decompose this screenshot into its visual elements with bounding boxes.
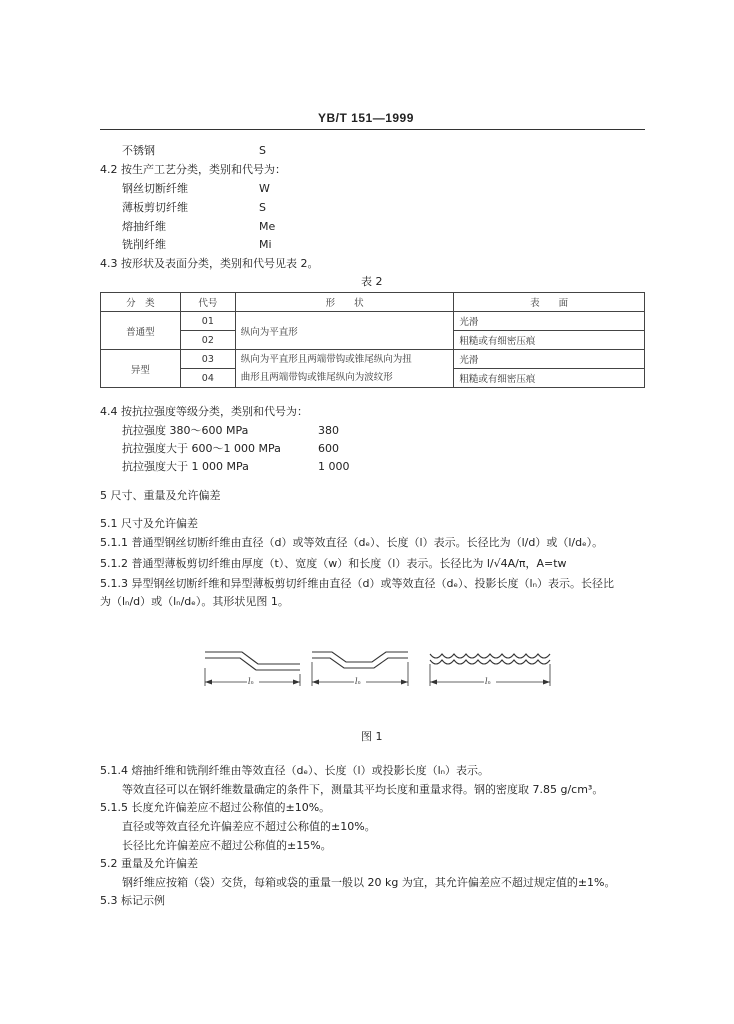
surface-cell: 光滑 xyxy=(454,350,645,369)
code-cell: 03 xyxy=(180,350,235,369)
shape-cell xyxy=(235,350,454,388)
para-5-1-2: 5.1.2 普通型薄板剪切纤维由厚度（t）、宽度（w）和长度（l）表示。长径比为 l/√4A/π，A=tw xyxy=(100,557,567,570)
section-5-title: 5 尺寸、重量及允许偏差 xyxy=(100,489,221,502)
standard-number: YB/T 151—1999 xyxy=(318,111,414,125)
strength-label: 抗拉强度大于 600～1 000 MPa xyxy=(122,442,281,455)
strength-code: 380 xyxy=(318,424,339,437)
header-shape: 形 状 xyxy=(235,293,454,312)
shape-cell: 纵向为平直形 xyxy=(235,312,454,350)
shape-line: 纵向为平直形且两端带钩或锥尾纵向为扭 xyxy=(240,353,412,365)
strength-code: 1 000 xyxy=(318,460,350,473)
section-4-3-title: 4.3 按形状及表面分类，类别和代号见表 2。 xyxy=(100,257,319,270)
section-5-2-title: 5.2 重量及允许偏差 xyxy=(100,857,198,870)
para-5-2: 钢纤维应按箱（袋）交货，每箱或袋的重量一般以 20 kg 为宜，其允许偏差应不超过规定值的±1%。 xyxy=(122,876,616,889)
code-cell: 01 xyxy=(180,312,235,331)
section-4-4-title: 4.4 按抗拉强度等级分类，类别和代号为： xyxy=(100,405,308,418)
code-cell: 02 xyxy=(180,331,235,350)
category-ordinary: 普通型 xyxy=(101,312,181,350)
class-code: S xyxy=(259,144,266,157)
surface-cell: 光滑 xyxy=(454,312,645,331)
category-special: 异型 xyxy=(101,350,181,388)
table-row xyxy=(101,350,645,369)
header-category: 分 类 xyxy=(101,293,181,312)
strength-code: 600 xyxy=(318,442,339,455)
class-label: 不锈钢 xyxy=(122,144,155,157)
process-label: 铣削纤维 xyxy=(122,238,166,251)
surface-cell: 粗糙或有细密压痕 xyxy=(454,331,645,350)
code-cell: 04 xyxy=(180,369,235,388)
header-code: 代号 xyxy=(180,293,235,312)
length-label: lₙ xyxy=(248,677,254,686)
process-code: S xyxy=(259,201,266,214)
para-5-1-3-line2: 为（lₙ/d）或（lₙ/dₑ）。其形状见图 1。 xyxy=(100,595,289,608)
para-5-1-5-line3: 长径比允许偏差应不超过公称值的±15%。 xyxy=(122,839,332,852)
double-hooked-fiber xyxy=(312,652,408,662)
shape-line: 曲形且两端带钩或锥尾纵向为波纹形 xyxy=(240,371,393,383)
process-label: 薄板剪切纤维 xyxy=(122,201,188,214)
process-label: 熔抽纤维 xyxy=(122,220,166,233)
para-5-1-1: 5.1.1 普通型钢丝切断纤维由直径（d）或等效直径（dₑ）、长度（l）表示。长径比为（l/d）或（l/dₑ）。 xyxy=(100,536,604,549)
strength-label: 抗拉强度 380～600 MPa xyxy=(122,424,249,437)
process-code: Mi xyxy=(259,238,272,251)
figure-caption: 图 1 xyxy=(361,730,383,743)
process-label: 钢丝切断纤维 xyxy=(122,182,188,195)
process-code: W xyxy=(259,182,270,195)
fiber-shape-figure xyxy=(200,640,560,700)
section-5-3-title: 5.3 标记示例 xyxy=(100,894,165,907)
length-label: lₙ xyxy=(355,677,361,686)
para-5-1-3-line1: 5.1.3 异型钢丝切断纤维和异型薄板剪切纤维由直径（d）或等效直径（dₑ）、投影长度（lₙ）表示。长径比 xyxy=(100,577,614,590)
header-rule xyxy=(100,129,645,130)
table-caption: 表 2 xyxy=(361,275,383,288)
table-row xyxy=(101,312,645,331)
para-5-1-5-line2: 直径或等效直径允许偏差应不超过公称值的±10%。 xyxy=(122,820,376,833)
para-5-1-4-line1: 5.1.4 熔抽纤维和铣削纤维由等效直径（dₑ）、长度（l）或投影长度（lₙ）表示。 xyxy=(100,764,490,777)
para-5-1-4-line2: 等效直径可以在钢纤维数量确定的条件下，测量其平均长度和重量求得。钢的密度取 7.85 g/cm³。 xyxy=(122,783,604,796)
strength-label: 抗拉强度大于 1 000 MPa xyxy=(122,460,249,473)
header-surface: 表 面 xyxy=(454,293,645,312)
table-2 xyxy=(100,292,645,388)
surface-cell: 粗糙或有细密压痕 xyxy=(454,369,645,388)
para-5-1-5-line1: 5.1.5 长度允许偏差应不超过公称值的±10%。 xyxy=(100,801,331,814)
section-5-1-title: 5.1 尺寸及允许偏差 xyxy=(100,517,198,530)
table-header-row xyxy=(101,293,645,312)
section-4-2-title: 4.2 按生产工艺分类，类别和代号为： xyxy=(100,163,286,176)
process-code: Me xyxy=(259,220,276,233)
wavy-fiber xyxy=(430,654,550,658)
length-label: lₙ xyxy=(485,677,491,686)
